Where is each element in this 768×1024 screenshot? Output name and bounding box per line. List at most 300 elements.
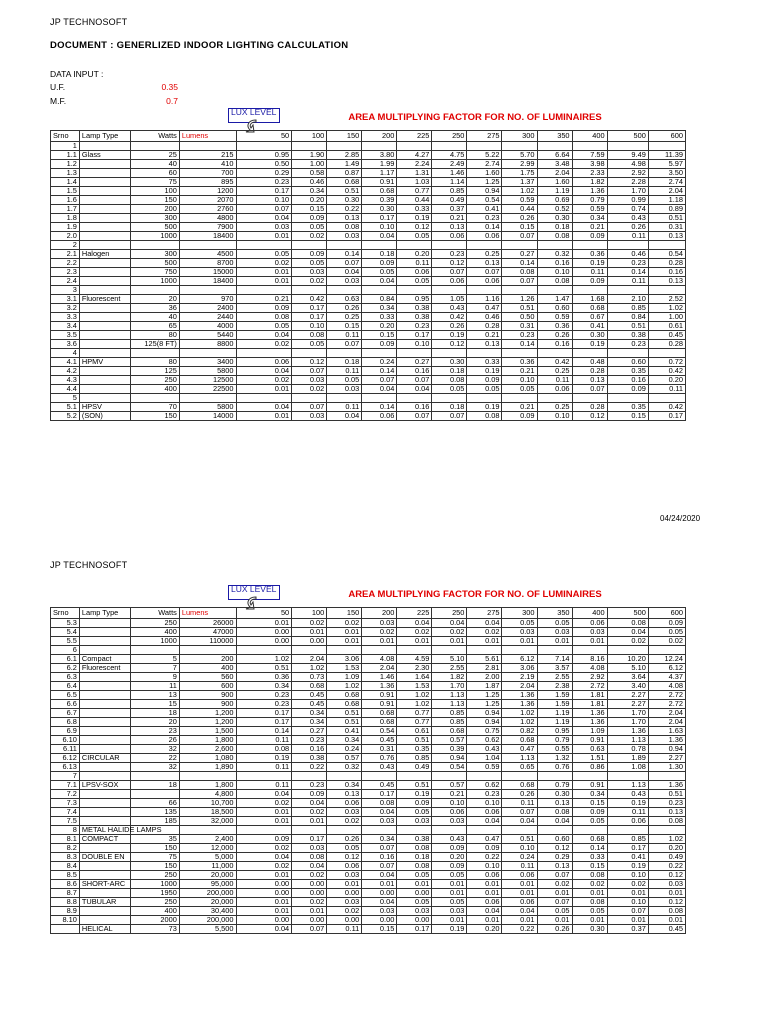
factor-cell: 0.01 xyxy=(537,637,572,646)
factor-cell xyxy=(467,646,502,655)
table-row xyxy=(51,718,686,727)
factor-cell: 0.10 xyxy=(397,340,432,349)
table-row xyxy=(51,196,686,205)
factor-cell: 0.07 xyxy=(397,376,432,385)
srno-cell: 6.2 xyxy=(51,664,80,673)
factor-cell: 0.13 xyxy=(432,223,467,232)
lamp-type-cell xyxy=(79,682,131,691)
factor-cell: 0.08 xyxy=(572,898,607,907)
factor-cell: 0.76 xyxy=(362,754,397,763)
factor-cell: 4.37 xyxy=(648,673,685,682)
factor-cell: 0.82 xyxy=(502,727,537,736)
factor-cell: 0.26 xyxy=(502,214,537,223)
factor-cell: 0.04 xyxy=(236,214,292,223)
mf-label: M.F. xyxy=(50,96,67,106)
srno-cell: 1.7 xyxy=(51,205,80,214)
factor-cell: 0.34 xyxy=(236,682,292,691)
factor-cell: 0.69 xyxy=(537,196,572,205)
factor-cell xyxy=(292,241,327,250)
factor-cell: 0.00 xyxy=(236,916,292,925)
factor-cell: 0.35 xyxy=(607,367,648,376)
factor-cell: 5.10 xyxy=(607,664,648,673)
factor-cell: 0.02 xyxy=(607,880,648,889)
watts-cell: 80 xyxy=(131,331,179,340)
lamp-type-cell xyxy=(79,277,131,286)
factor-cell: 4.98 xyxy=(607,160,648,169)
factor-cell: 0.05 xyxy=(397,808,432,817)
factor-cell: 0.05 xyxy=(502,619,537,628)
factor-cell: 0.17 xyxy=(236,709,292,718)
factor-cell xyxy=(572,241,607,250)
factor-cell: 0.01 xyxy=(432,880,467,889)
factor-cell: 0.00 xyxy=(362,889,397,898)
factor-cell: 0.13 xyxy=(537,862,572,871)
factor-cell: 1.36 xyxy=(572,718,607,727)
srno-cell: 1.5 xyxy=(51,187,80,196)
factor-cell: 0.09 xyxy=(607,385,648,394)
factor-cell: 0.03 xyxy=(572,628,607,637)
factor-cell: 0.44 xyxy=(502,205,537,214)
factor-cell: 0.01 xyxy=(236,817,292,826)
factor-cell: 1.25 xyxy=(467,700,502,709)
factor-cell: 0.07 xyxy=(292,925,327,934)
column-header: Watts xyxy=(131,131,179,142)
lamp-type-cell xyxy=(79,772,131,781)
factor-cell: 0.01 xyxy=(236,232,292,241)
factor-cell: 0.57 xyxy=(327,754,362,763)
factor-cell: 0.01 xyxy=(397,880,432,889)
watts-cell: 300 xyxy=(131,250,179,259)
factor-cell: 0.60 xyxy=(537,304,572,313)
table-row xyxy=(51,772,686,781)
factor-cell: 0.11 xyxy=(572,268,607,277)
srno-cell: 1.6 xyxy=(51,196,80,205)
factor-cell: 1.36 xyxy=(648,736,685,745)
factor-cell: 0.28 xyxy=(467,322,502,331)
lumens-cell: 20,000 xyxy=(179,898,236,907)
factor-cell: 0.08 xyxy=(648,817,685,826)
lumens-cell: 7900 xyxy=(179,223,236,232)
srno-cell: 2.1 xyxy=(51,250,80,259)
factor-cell: 0.47 xyxy=(467,835,502,844)
factor-cell: 0.59 xyxy=(467,763,502,772)
factor-cell: 0.05 xyxy=(327,844,362,853)
factor-cell: 1.02 xyxy=(397,700,432,709)
watts-cell: 500 xyxy=(131,259,179,268)
lamp-type-cell xyxy=(79,241,131,250)
factor-cell: 0.02 xyxy=(327,817,362,826)
factor-cell xyxy=(502,142,537,151)
factor-cell: 4.75 xyxy=(432,151,467,160)
table-row xyxy=(51,925,686,934)
factor-cell: 2.04 xyxy=(648,718,685,727)
factor-cell: 1.63 xyxy=(648,727,685,736)
factor-cell: 0.34 xyxy=(292,187,327,196)
factor-cell: 0.18 xyxy=(397,853,432,862)
lamp-type-cell xyxy=(79,259,131,268)
factor-cell xyxy=(236,286,292,295)
column-header: Lamp Type xyxy=(79,608,131,619)
factor-cell: 0.03 xyxy=(292,412,327,421)
factor-cell: 0.11 xyxy=(607,277,648,286)
lumens-cell: 2070 xyxy=(179,196,236,205)
factor-cell: 0.07 xyxy=(292,403,327,412)
column-header: 150 xyxy=(327,131,362,142)
factor-cell: 0.11 xyxy=(236,781,292,790)
factor-cell: 0.15 xyxy=(572,799,607,808)
factor-cell: 0.31 xyxy=(362,745,397,754)
lumens-cell xyxy=(179,286,236,295)
factor-cell: 0.68 xyxy=(362,718,397,727)
table-row xyxy=(51,691,686,700)
lumens-cell xyxy=(179,394,236,403)
factor-cell: 2.72 xyxy=(572,682,607,691)
lamp-type-cell xyxy=(79,736,131,745)
factor-cell: 0.08 xyxy=(292,853,327,862)
factor-cell: 0.18 xyxy=(432,367,467,376)
factor-cell: 0.02 xyxy=(236,340,292,349)
factor-cell: 0.09 xyxy=(467,376,502,385)
watts-cell xyxy=(131,142,179,151)
factor-cell: 0.12 xyxy=(397,223,432,232)
factor-cell: 0.02 xyxy=(292,808,327,817)
factor-cell: 0.11 xyxy=(327,925,362,934)
factor-cell: 0.06 xyxy=(432,808,467,817)
factor-cell: 5.70 xyxy=(502,151,537,160)
factor-cell: 0.19 xyxy=(397,214,432,223)
factor-cell xyxy=(537,349,572,358)
factor-cell: 0.01 xyxy=(432,637,467,646)
table-row xyxy=(51,358,686,367)
uf-value[interactable]: 0.35 xyxy=(161,82,178,92)
factor-cell: 0.09 xyxy=(572,808,607,817)
factor-cell: 0.04 xyxy=(236,853,292,862)
factor-cell: 1.16 xyxy=(467,295,502,304)
factor-cell: 1.02 xyxy=(397,691,432,700)
srno-cell: 5.5 xyxy=(51,637,80,646)
factor-cell: 0.47 xyxy=(502,745,537,754)
factor-cell: 0.14 xyxy=(572,844,607,853)
factor-cell: 2.27 xyxy=(607,691,648,700)
factor-cell: 0.14 xyxy=(362,367,397,376)
factor-cell: 0.46 xyxy=(467,313,502,322)
srno-cell: 6.9 xyxy=(51,727,80,736)
lamp-type-cell: Halogen xyxy=(79,250,131,259)
srno-cell: 6.8 xyxy=(51,718,80,727)
factor-cell: 7.14 xyxy=(537,655,572,664)
column-header: 275 xyxy=(467,131,502,142)
factor-cell: 0.13 xyxy=(467,340,502,349)
factor-cell: 0.68 xyxy=(572,835,607,844)
factor-cell: 0.12 xyxy=(327,853,362,862)
factor-cell: 0.34 xyxy=(572,214,607,223)
factor-cell: 0.45 xyxy=(648,331,685,340)
lamp-type-cell xyxy=(79,331,131,340)
factor-cell: 0.35 xyxy=(397,745,432,754)
factor-cell: 2.38 xyxy=(537,682,572,691)
factor-cell: 0.03 xyxy=(327,898,362,907)
lumens-cell: 2440 xyxy=(179,313,236,322)
lumens-cell: 47000 xyxy=(179,628,236,637)
factor-cell: 0.15 xyxy=(502,223,537,232)
lumens-cell: 5,000 xyxy=(179,853,236,862)
factor-cell: 0.23 xyxy=(467,790,502,799)
factor-cell: 2.04 xyxy=(362,664,397,673)
factor-cell: 0.06 xyxy=(327,862,362,871)
factor-cell: 0.15 xyxy=(362,331,397,340)
factor-cell: 0.03 xyxy=(432,817,467,826)
lamp-type-cell xyxy=(79,304,131,313)
factor-cell: 0.01 xyxy=(648,916,685,925)
factor-cell: 0.41 xyxy=(607,853,648,862)
factor-cell: 0.09 xyxy=(432,862,467,871)
srno-cell: 8.10 xyxy=(51,916,80,925)
factor-cell: 1.37 xyxy=(502,178,537,187)
factor-cell xyxy=(502,394,537,403)
watts-cell: 32 xyxy=(131,763,179,772)
factor-cell: 0.30 xyxy=(327,196,362,205)
factor-cell: 3.48 xyxy=(537,160,572,169)
factor-cell: 0.38 xyxy=(397,313,432,322)
factor-cell: 1.25 xyxy=(467,691,502,700)
factor-cell: 0.16 xyxy=(648,268,685,277)
factor-cell: 0.06 xyxy=(467,232,502,241)
watts-cell: 250 xyxy=(131,898,179,907)
factor-cell: 0.43 xyxy=(432,835,467,844)
factor-cell: 0.45 xyxy=(292,700,327,709)
factor-cell: 0.51 xyxy=(502,835,537,844)
table-header-row xyxy=(51,608,686,619)
factor-cell: 0.68 xyxy=(327,178,362,187)
factor-cell: 0.03 xyxy=(327,871,362,880)
factor-cell: 7.59 xyxy=(572,151,607,160)
lumens-cell: 4,800 xyxy=(179,790,236,799)
factor-cell: 0.13 xyxy=(467,259,502,268)
srno-cell: 4 xyxy=(51,349,80,358)
lumens-cell: 4800 xyxy=(179,214,236,223)
factor-cell: 0.07 xyxy=(537,871,572,880)
watts-cell: 15 xyxy=(131,700,179,709)
factor-cell: 3.64 xyxy=(607,673,648,682)
factor-cell: 0.16 xyxy=(537,340,572,349)
factor-cell: 5.61 xyxy=(467,655,502,664)
factor-cell: 0.06 xyxy=(327,799,362,808)
factor-cell: 0.05 xyxy=(397,898,432,907)
factor-cell: 0.00 xyxy=(292,880,327,889)
factor-cell: 0.19 xyxy=(432,925,467,934)
factor-cell: 0.67 xyxy=(572,313,607,322)
factor-cell: 2.27 xyxy=(607,700,648,709)
table-row xyxy=(51,736,686,745)
factor-cell: 0.72 xyxy=(648,358,685,367)
factor-cell: 0.23 xyxy=(236,691,292,700)
lamp-type-cell xyxy=(79,313,131,322)
factor-cell: 1.81 xyxy=(572,700,607,709)
factor-cell: 1.18 xyxy=(648,196,685,205)
watts-cell: 7 xyxy=(131,664,179,673)
srno-cell: 2.3 xyxy=(51,268,80,277)
factor-cell: 2.72 xyxy=(648,691,685,700)
factor-cell xyxy=(648,286,685,295)
table-row xyxy=(51,331,686,340)
factor-cell xyxy=(607,394,648,403)
table-row xyxy=(51,394,686,403)
factor-cell xyxy=(432,646,467,655)
factor-cell: 0.02 xyxy=(236,844,292,853)
factor-cell: 0.23 xyxy=(432,250,467,259)
factor-cell: 0.85 xyxy=(607,304,648,313)
factor-cell: 2.04 xyxy=(502,682,537,691)
table-row xyxy=(51,367,686,376)
factor-cell: 0.01 xyxy=(292,817,327,826)
table-row xyxy=(51,376,686,385)
factor-cell: 1.51 xyxy=(572,754,607,763)
lamp-type-cell xyxy=(79,790,131,799)
factor-cell xyxy=(648,826,685,835)
factor-cell: 0.08 xyxy=(502,268,537,277)
factor-cell: 0.10 xyxy=(502,844,537,853)
lamp-type-cell xyxy=(79,286,131,295)
factor-cell: 0.22 xyxy=(502,925,537,934)
factor-cell: 0.06 xyxy=(502,871,537,880)
watts-cell: 32 xyxy=(131,745,179,754)
factor-cell: 5.10 xyxy=(432,655,467,664)
factor-cell: 2.55 xyxy=(432,664,467,673)
factor-cell: 0.46 xyxy=(292,178,327,187)
factor-cell: 0.09 xyxy=(362,340,397,349)
lamp-type-cell: Fluorescent xyxy=(79,295,131,304)
factor-cell: 0.45 xyxy=(362,736,397,745)
factor-cell: 0.87 xyxy=(327,169,362,178)
factor-cell: 0.00 xyxy=(236,880,292,889)
factor-cell xyxy=(467,286,502,295)
lamp-type-cell xyxy=(79,871,131,880)
factor-cell xyxy=(362,241,397,250)
factor-cell: 0.51 xyxy=(648,214,685,223)
factor-cell: 0.04 xyxy=(467,907,502,916)
factor-cell: 2.74 xyxy=(467,160,502,169)
lumens-cell: 2,600 xyxy=(179,745,236,754)
factor-cell: 0.35 xyxy=(607,403,648,412)
factor-cell: 0.07 xyxy=(432,268,467,277)
factor-cell xyxy=(572,286,607,295)
factor-cell: 0.04 xyxy=(236,790,292,799)
column-header: 300 xyxy=(502,131,537,142)
factor-cell xyxy=(327,772,362,781)
factor-cell: 0.52 xyxy=(537,205,572,214)
factor-cell xyxy=(467,826,502,835)
watts-cell: 40 xyxy=(131,313,179,322)
factor-cell xyxy=(432,394,467,403)
lumens-cell: 1,800 xyxy=(179,781,236,790)
column-header: 250 xyxy=(432,608,467,619)
factor-cell: 2.04 xyxy=(537,169,572,178)
factor-cell: 0.05 xyxy=(397,277,432,286)
lumens-cell: 5,500 xyxy=(179,925,236,934)
factor-cell: 0.25 xyxy=(327,313,362,322)
factor-cell: 0.09 xyxy=(292,214,327,223)
watts-cell: 125 xyxy=(131,367,179,376)
watts-cell: 150 xyxy=(131,862,179,871)
srno-cell: 3.6 xyxy=(51,340,80,349)
factor-cell: 0.02 xyxy=(327,619,362,628)
factor-cell: 0.03 xyxy=(502,628,537,637)
factor-cell: 0.01 xyxy=(327,880,362,889)
srno-cell: 8.8 xyxy=(51,898,80,907)
watts-cell: 250 xyxy=(131,871,179,880)
lumens-cell: 1200 xyxy=(179,187,236,196)
factor-cell: 0.04 xyxy=(502,817,537,826)
factor-cell: 0.08 xyxy=(236,313,292,322)
lamp-type-cell xyxy=(79,889,131,898)
factor-cell: 0.14 xyxy=(362,403,397,412)
table-row xyxy=(51,223,686,232)
lamp-type-cell xyxy=(79,214,131,223)
lumens-cell: 12500 xyxy=(179,376,236,385)
factor-cell: 0.01 xyxy=(327,628,362,637)
factor-cell: 1.02 xyxy=(648,304,685,313)
factor-cell: 0.04 xyxy=(362,808,397,817)
srno-cell: 6.6 xyxy=(51,700,80,709)
factor-cell: 0.01 xyxy=(327,637,362,646)
factor-cell: 0.33 xyxy=(572,853,607,862)
table-row xyxy=(51,889,686,898)
srno-cell: 6 xyxy=(51,646,80,655)
lumens-cell: 3400 xyxy=(179,358,236,367)
factor-cell: 0.45 xyxy=(362,781,397,790)
factor-cell: 1.02 xyxy=(292,664,327,673)
watts-cell: 80 xyxy=(131,358,179,367)
factor-cell: 1.02 xyxy=(502,709,537,718)
watts-cell: 750 xyxy=(131,268,179,277)
factor-cell: 2.92 xyxy=(607,169,648,178)
factor-cell: 0.34 xyxy=(362,835,397,844)
factor-cell: 1.49 xyxy=(327,160,362,169)
lamp-type-cell: LPSV-SOX xyxy=(79,781,131,790)
factor-cell: 0.34 xyxy=(362,304,397,313)
factor-cell: 0.02 xyxy=(292,898,327,907)
watts-cell: 1000 xyxy=(131,277,179,286)
factor-cell: 0.04 xyxy=(537,817,572,826)
factor-cell: 0.85 xyxy=(432,718,467,727)
watts-cell: 13 xyxy=(131,691,179,700)
srno-cell: 6.1 xyxy=(51,655,80,664)
factor-cell: 0.03 xyxy=(292,268,327,277)
table-row xyxy=(51,916,686,925)
factor-cell: 0.02 xyxy=(236,862,292,871)
factor-cell: 1.32 xyxy=(537,754,572,763)
factor-cell: 1.89 xyxy=(607,754,648,763)
factor-cell: 0.00 xyxy=(327,889,362,898)
factor-cell: 0.30 xyxy=(362,205,397,214)
lumens-cell: 1,800 xyxy=(179,736,236,745)
lumens-cell: 5800 xyxy=(179,367,236,376)
srno-cell: 3.5 xyxy=(51,331,80,340)
factor-cell: 0.94 xyxy=(467,709,502,718)
watts-cell: 22 xyxy=(131,754,179,763)
srno-cell: 8.3 xyxy=(51,853,80,862)
data-input-label: DATA INPUT : xyxy=(50,69,104,79)
factor-cell: 0.25 xyxy=(537,367,572,376)
factor-cell: 0.91 xyxy=(572,736,607,745)
lamp-type-cell xyxy=(79,673,131,682)
mf-value[interactable]: 0.7 xyxy=(166,96,178,106)
lamp-type-cell: SHORT-ARC xyxy=(79,880,131,889)
factor-cell: 2.99 xyxy=(502,160,537,169)
lumens-cell: 2400 xyxy=(179,304,236,313)
factor-cell: 0.02 xyxy=(236,259,292,268)
factor-cell: 0.16 xyxy=(292,745,327,754)
